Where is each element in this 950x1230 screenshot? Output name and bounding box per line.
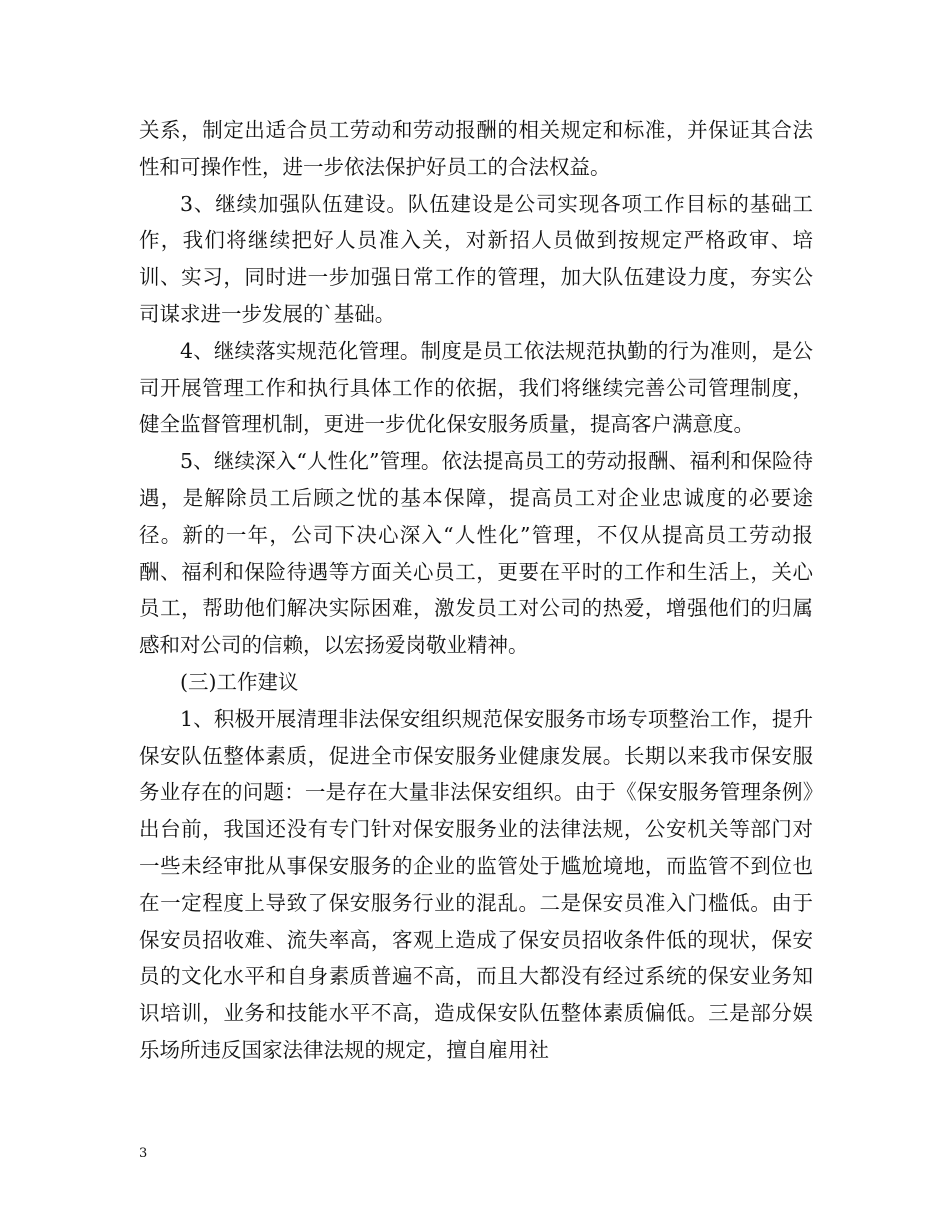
paragraph-2: 3、继续加强队伍建设。队伍建设是公司实现各项工作目标的基础工作，我们将继续把好人员准入关，对新招人员做到按规定严格政审、培训、实习，同时进一步加强日常工作的管理，加大队伍建设力度，夯实公司谋求进一步发展的`基础。 xyxy=(139,191,813,326)
section-heading: (三)工作建议 xyxy=(180,669,299,694)
paragraph-1: 关系，制定出适合员工劳动和劳动报酬的相关规定和标准，并保证其合法性和可操作性，进一步依法保护好员工的合法权益。 xyxy=(139,118,813,179)
page-number: 3 xyxy=(139,1146,148,1161)
paragraph-3: 4、继续落实规范化管理。制度是员工依法规范执勤的行为准则，是公司开展管理工作和执行具体工作的依据，我们将继续完善公司管理制度，健全监督管理机制，更进一步优化保安服务质量，提高客户满意度。 xyxy=(139,338,813,437)
paragraph-5: 1、积极开展清理非法保安组织规范保安服务市场专项整治工作，提升保安队伍整体素质，促进全市保安服务业健康发展。长期以来我市保安服务业存在的问题：一是存在大量非法保安组织。由于《保安服务管理条例》出台前，我国还没有专门针对保安服务业的法律法规，公安机关等部门对一些未经审批从事保安服务的企业的监管处于尴尬境地，而监管不到位也在一定程度上导致了保安服务行业的混乱。二是保安员准入门槛低。由于保安员招收难、流失率高，客观上造成了保安员招收条件低的现状，保安员的文化水平和自身素质普遍不高，而且大都没有经过系统的保安业务知识培训，业务和技能水平不高，造成保安队伍整体素质偏低。三是部分娱乐场所违反国家法律法规的规定，擅自雇用社 xyxy=(139,706,813,1062)
document-body xyxy=(139,112,813,1069)
paragraph-4: 5、继续深入“人性化”管理。依法提高员工的劳动报酬、福利和保险待遇，是解除员工后顾之忧的基本保障，提高员工对企业忠诚度的必要途径。新的一年，公司下决心深入“人性化”管理，不仅从提高员工劳动报酬、福利和保险待遇等方面关心员工，更要在平时的工作和生活上，关心员工，帮助他们解决实际困难，激发员工对公司的热爱，增强他们的归属感和对公司的信赖，以宏扬爱岗敬业精神。 xyxy=(139,449,813,658)
